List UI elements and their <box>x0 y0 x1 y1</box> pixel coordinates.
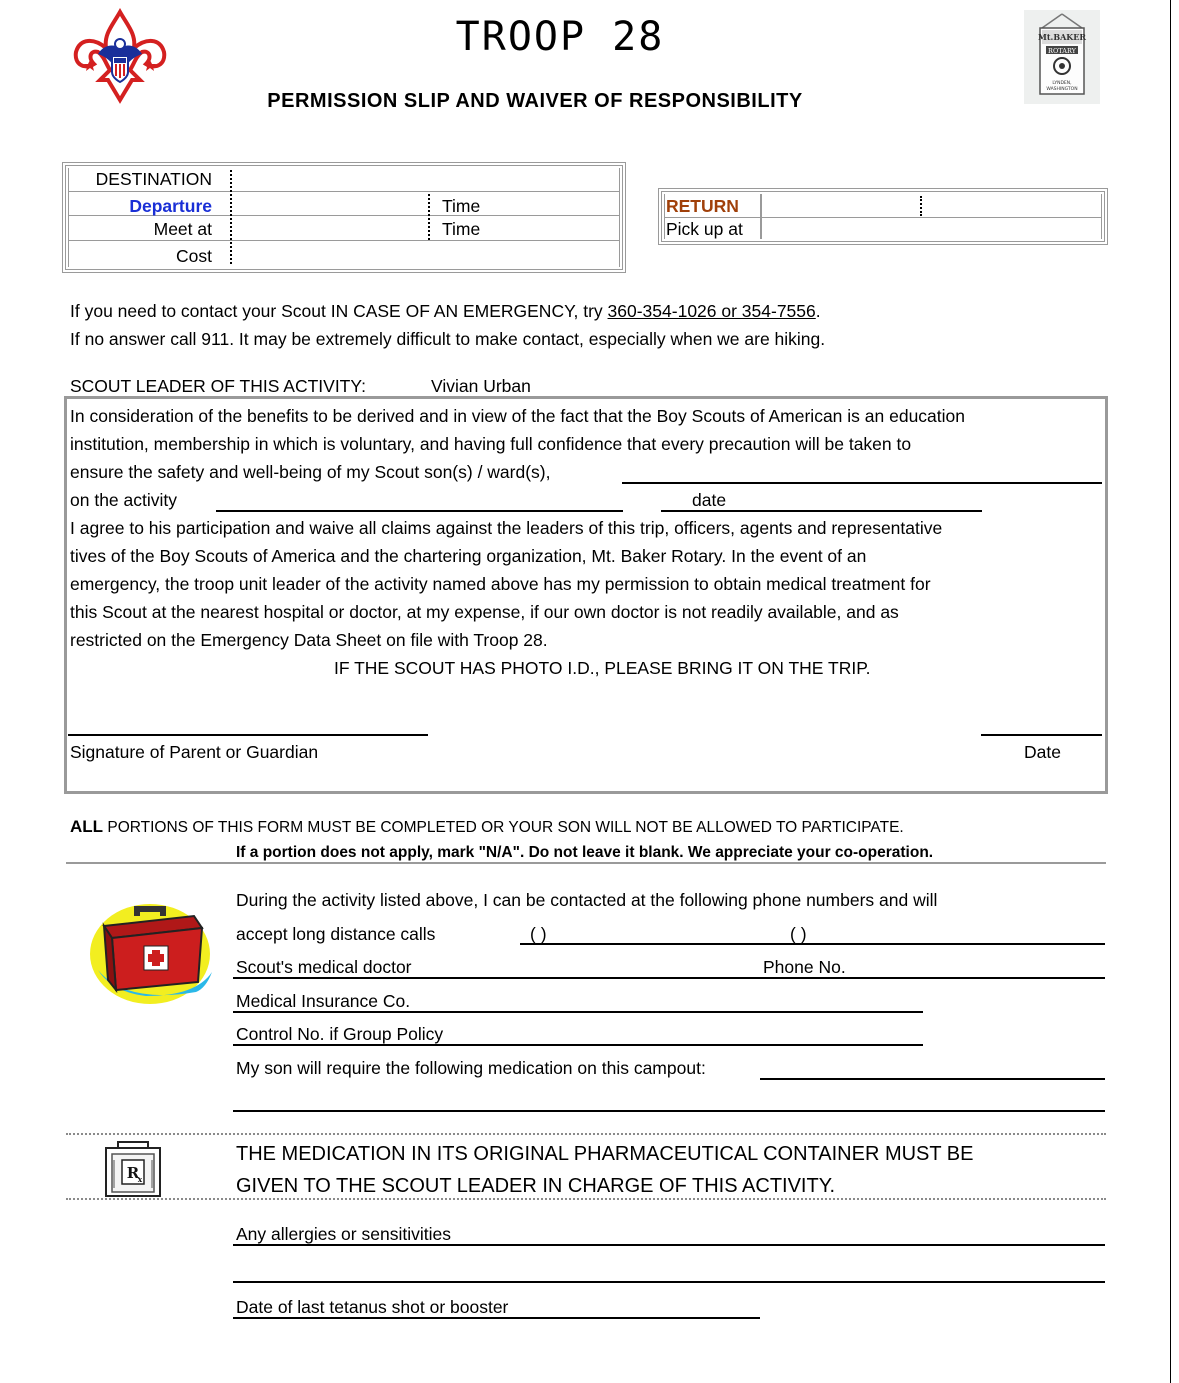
medical-doctor-label: Scout's medical doctor <box>236 957 412 977</box>
cell-divider <box>1101 194 1102 239</box>
page-edge <box>1170 0 1171 1383</box>
waiver-line-6: tives of the Boy Scouts of America and the chartering organization, Mt. Baker Rotary. In the event of an <box>70 546 867 566</box>
emergency-period: . <box>815 301 821 321</box>
emergency-text: If you need to contact your Scout IN CASE OF AN EMERGENCY, try <box>70 301 608 321</box>
destination-label: DESTINATION <box>95 169 212 189</box>
label-separator <box>230 170 232 264</box>
phone-area-1: ( ) <box>530 924 547 944</box>
na-instruction: If a portion does not apply, mark "N/A". Do not leave it blank. We appreciate your co-operation. <box>236 844 934 861</box>
destination-field[interactable] <box>236 170 616 190</box>
allergies-line-1[interactable] <box>233 1244 1105 1246</box>
contact-phone-line[interactable] <box>520 943 1105 945</box>
completion-notice <box>70 817 904 838</box>
waiver-date-label: date <box>692 490 727 510</box>
departure-time-label: Time <box>442 196 481 216</box>
svg-text:LYNDEN,: LYNDEN, <box>1052 81 1072 86</box>
dotted-divider-top <box>66 1133 1106 1135</box>
leader-label: SCOUT LEADER OF THIS ACTIVITY: <box>70 376 366 396</box>
svg-text:ROTARY: ROTARY <box>1048 47 1076 55</box>
departure-label: Departure <box>129 196 212 216</box>
cost-label: Cost <box>176 246 212 266</box>
waiver-line-2: institution, membership in which is voluntary, and having full confidence that every precaution will be taken to <box>70 434 912 454</box>
signature-label: Signature of Parent or Guardian <box>70 742 319 762</box>
meet-time-field[interactable] <box>492 218 616 238</box>
waiver-line-7: emergency, the troop unit leader of the activity named above has my permission to obtain medical treatment for <box>70 574 931 594</box>
leader-name: Vivian Urban <box>431 376 531 396</box>
signature-line[interactable] <box>68 734 428 736</box>
signature-date-label: Date <box>1024 742 1061 762</box>
insurance-label: Medical Insurance Co. <box>236 991 411 1011</box>
emergency-line-2: If no answer call 911. It may be extremely difficult to make contact, especially when we are hiking. <box>70 329 826 349</box>
allergies-line-2[interactable] <box>233 1281 1105 1283</box>
phone-area-2: ( ) <box>790 924 807 944</box>
photo-id-note: IF THE SCOUT HAS PHOTO I.D., PLEASE BRING IT ON THE TRIP. <box>334 658 871 678</box>
control-number-line[interactable] <box>233 1044 923 1046</box>
prescription-icon <box>104 1140 162 1198</box>
medication-line-1[interactable] <box>760 1078 1105 1080</box>
waiver-line-1: In consideration of the benefits to be derived and in view of the fact that the Boy Scouts of American is an education <box>70 406 965 426</box>
cell-divider <box>619 168 620 267</box>
form-subtitle: PERMISSION SLIP AND WAIVER OF RESPONSIBILITY <box>267 90 803 112</box>
on-activity-label: on the activity <box>70 490 177 510</box>
long-distance-label: accept long distance calls <box>236 924 436 944</box>
cell-divider <box>664 194 665 239</box>
scout-name-line[interactable] <box>622 482 1102 484</box>
medication-label: My son will require the following medication on this campout: <box>236 1058 706 1078</box>
contact-line-1: During the activity listed above, I can be contacted at the following phone numbers and will <box>236 890 938 910</box>
pick-up-label: Pick up at <box>666 219 743 239</box>
page-title: TROOP 28 <box>455 14 665 60</box>
meet-at-field[interactable] <box>236 218 422 238</box>
signature-date-line[interactable] <box>981 734 1102 736</box>
meet-at-label: Meet at <box>153 219 212 239</box>
svg-text:WASHINGTON: WASHINGTON <box>1046 87 1078 92</box>
meet-time-label: Time <box>442 219 481 239</box>
cost-field[interactable] <box>236 244 616 264</box>
doctor-phone-label: Phone No. <box>763 957 846 977</box>
notice-rest: PORTIONS OF THIS FORM MUST BE COMPLETED OR YOUR SON WILL NOT BE ALLOWED TO PARTICIPATE. <box>103 819 904 836</box>
tetanus-label: Date of last tetanus shot or booster <box>236 1297 509 1317</box>
waiver-line-3: ensure the safety and well-being of my Scout son(s) / ward(s), <box>70 462 551 482</box>
cell-divider <box>760 194 762 239</box>
return-label: RETURN <box>666 196 739 216</box>
cell-divider <box>68 168 69 267</box>
control-number-label: Control No. if Group Policy <box>236 1024 444 1044</box>
tetanus-line[interactable] <box>233 1317 760 1319</box>
svg-text:x: x <box>137 1175 143 1184</box>
insurance-line[interactable] <box>233 1011 923 1013</box>
waiver-date-line[interactable] <box>661 510 982 512</box>
first-aid-kit-icon <box>86 892 216 1006</box>
dotted-divider-bottom <box>66 1198 1106 1200</box>
activity-line[interactable] <box>216 510 623 512</box>
rotary-logo <box>1024 10 1100 104</box>
emergency-line-1 <box>70 300 821 322</box>
svg-text:Mt.BAKER: Mt.BAKER <box>1037 32 1087 42</box>
medical-doctor-line[interactable] <box>233 977 1105 979</box>
section-divider <box>66 862 1106 864</box>
medication-notice-line-2: GIVEN TO THE SCOUT LEADER IN CHARGE OF THIS ACTIVITY. <box>236 1175 836 1197</box>
svg-text:R: R <box>126 1164 140 1182</box>
return-field[interactable] <box>764 196 1100 216</box>
notice-all: ALL <box>70 817 104 836</box>
medication-notice-line-1: THE MEDICATION IN ITS ORIGINAL PHARMACEUTICAL CONTAINER MUST BE <box>236 1143 974 1165</box>
medication-line-2[interactable] <box>233 1110 1105 1112</box>
pick-up-field[interactable] <box>764 220 1100 238</box>
waiver-line-9: restricted on the Emergency Data Sheet on file with Troop 28. <box>70 630 548 650</box>
waiver-line-8: this Scout at the nearest hospital or doctor, at my expense, if our own doctor is not readily available, and as <box>70 602 899 622</box>
allergies-label: Any allergies or sensitivities <box>236 1224 451 1244</box>
departure-time-field[interactable] <box>492 194 616 214</box>
departure-field[interactable] <box>236 194 422 214</box>
emergency-phones: 360-354-1026 or 354-7556 <box>607 301 816 321</box>
time-separator <box>428 194 430 240</box>
waiver-line-5: I agree to his participation and waive all claims against the leaders of this trip, officers, agents and representative <box>70 518 943 538</box>
